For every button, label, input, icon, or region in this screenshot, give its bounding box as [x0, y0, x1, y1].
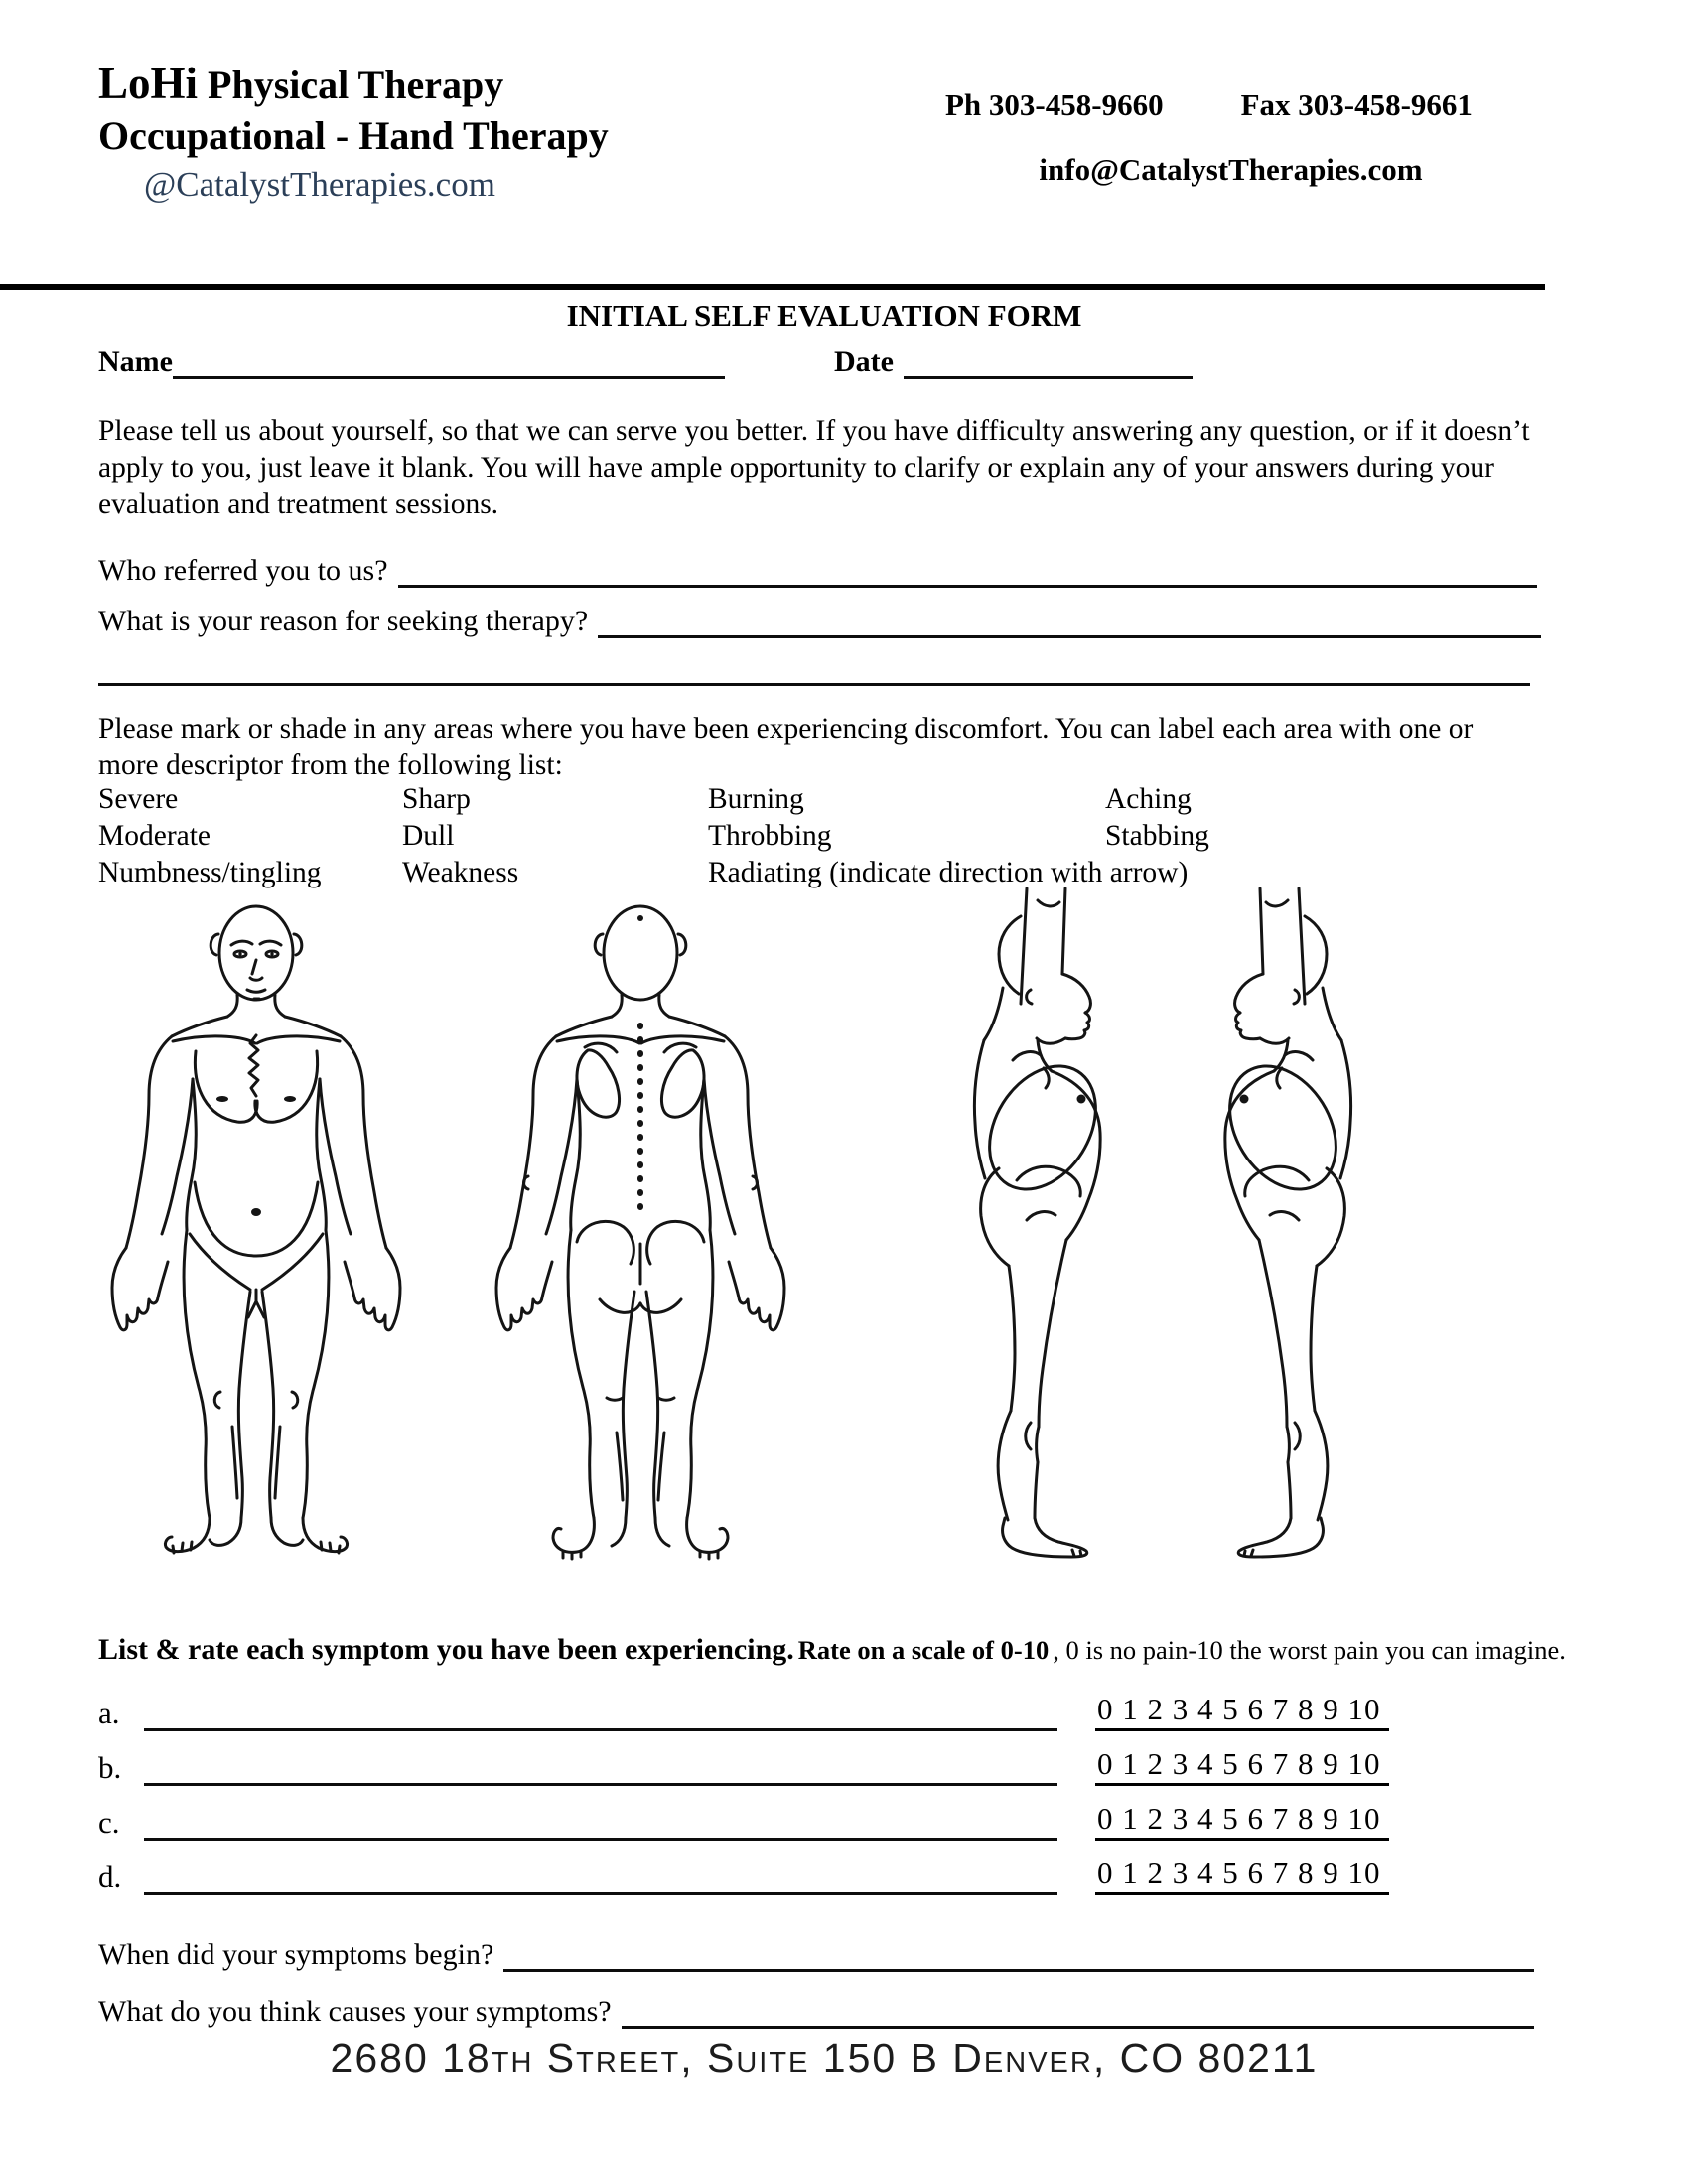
symptom-row-d — [98, 1851, 1539, 1895]
body-front-diagram[interactable] — [107, 896, 405, 1571]
descriptor-item: Weakness — [402, 857, 519, 888]
symptom-row-a — [98, 1688, 1539, 1731]
rate-heading-note: , 0 is no pain-10 the worst pain you can imagine. — [1053, 1635, 1566, 1665]
descriptor-item: Moderate — [98, 820, 211, 852]
descriptor-item: Sharp — [402, 783, 471, 815]
clinic-name-rest: Physical Therapy — [198, 63, 504, 107]
symptom-input-line[interactable] — [144, 1722, 1057, 1731]
descriptor-grid — [98, 784, 1540, 888]
symptom-row-label: a. — [98, 1696, 120, 1730]
clinic-address: 2680 18th Street, Suite 150 B Denver, CO 80211 — [330, 2035, 1319, 2081]
descriptor-item: Burning — [708, 783, 804, 815]
pain-scale-row-c[interactable]: 0 1 2 3 4 5 6 7 8 9 10 — [1095, 1802, 1389, 1841]
symptom-row-label: d. — [98, 1859, 122, 1894]
body-side-facing-left-diagram[interactable] — [1164, 887, 1382, 1571]
clinic-social-handle: @CatalystTherapies.com — [144, 165, 495, 204]
symptoms-begin-input-line[interactable] — [503, 1969, 1534, 1972]
symptom-row-label: c. — [98, 1805, 120, 1840]
clinic-email: info@CatalystTherapies.com — [1039, 152, 1423, 187]
name-date-row — [98, 345, 1539, 379]
name-label: Name — [98, 345, 173, 378]
clinic-subtitle: Occupational - Hand Therapy — [98, 113, 609, 158]
name-input-line[interactable] — [173, 370, 725, 379]
descriptor-item: Numbness/tingling — [98, 857, 322, 888]
fax-number: Fax 303-458-9661 — [1240, 87, 1473, 122]
page-title: INITIAL SELF EVALUATION FORM — [566, 298, 1082, 333]
rate-heading-scale: Rate on a scale of 0-10 — [797, 1635, 1050, 1665]
descriptor-item: Dull — [402, 820, 455, 852]
referred-label: Who referred you to us? — [98, 554, 388, 587]
pain-scale-row-a[interactable]: 0 1 2 3 4 5 6 7 8 9 10 — [1095, 1693, 1389, 1731]
descriptor-item: Aching — [1105, 783, 1192, 815]
symptom-input-line[interactable] — [144, 1777, 1057, 1786]
descriptor-item: Severe — [98, 783, 179, 815]
symptom-input-line[interactable] — [144, 1886, 1057, 1895]
header-divider — [0, 284, 1545, 290]
clinic-header — [98, 58, 609, 208]
mark-instructions: Please mark or shade in any areas where you have been experiencing discomfort. You can label each area with one or more descriptor from the following list: — [98, 713, 1474, 781]
phone-number: Ph 303-458-9660 — [945, 87, 1164, 122]
clinic-contact-block — [945, 87, 1516, 188]
symptom-row-c — [98, 1797, 1539, 1841]
reason-input-line[interactable] — [598, 635, 1541, 638]
reason-input-line-2[interactable] — [98, 683, 1530, 686]
symptom-input-line[interactable] — [144, 1832, 1057, 1841]
symptoms-cause-row — [98, 1985, 1534, 2029]
symptom-row-label: b. — [98, 1750, 122, 1785]
clinic-name — [98, 58, 609, 111]
intro-paragraph: Please tell us about yourself, so that we can serve you better. If you have difficulty answering any question, or if it doesn’t apply to you, just leave it blank. You will have ample opportunity to clarify or explain any of your answers during your evaluation and treatment sessions. — [98, 415, 1530, 520]
date-input-line[interactable] — [904, 370, 1193, 379]
descriptor-item: Throbbing — [708, 820, 832, 852]
referred-row — [98, 544, 1537, 588]
clinic-name-lohi: LoHi — [98, 59, 199, 108]
body-back-diagram[interactable] — [492, 896, 789, 1571]
date-label: Date — [833, 345, 894, 378]
descriptor-item: Stabbing — [1105, 820, 1209, 852]
rate-heading — [98, 1633, 1588, 1667]
descriptor-item: Radiating (indicate direction with arrow) — [708, 857, 1189, 888]
rate-heading-main: List & rate each symptom you have been experiencing. — [98, 1633, 794, 1666]
symptoms-cause-label: What do you think causes your symptoms? — [98, 1995, 612, 2028]
symptoms-cause-input-line[interactable] — [622, 2026, 1534, 2029]
symptoms-begin-row — [98, 1928, 1534, 1972]
pain-scale-row-b[interactable]: 0 1 2 3 4 5 6 7 8 9 10 — [1095, 1747, 1389, 1786]
symptom-row-b — [98, 1742, 1539, 1786]
body-side-facing-right-diagram[interactable] — [943, 887, 1162, 1571]
reason-label: What is your reason for seeking therapy? — [98, 605, 589, 637]
pain-scale-row-d[interactable]: 0 1 2 3 4 5 6 7 8 9 10 — [1095, 1856, 1389, 1895]
reason-row — [98, 595, 1541, 638]
referred-input-line[interactable] — [398, 585, 1537, 588]
symptoms-begin-label: When did your symptoms begin? — [98, 1938, 494, 1971]
